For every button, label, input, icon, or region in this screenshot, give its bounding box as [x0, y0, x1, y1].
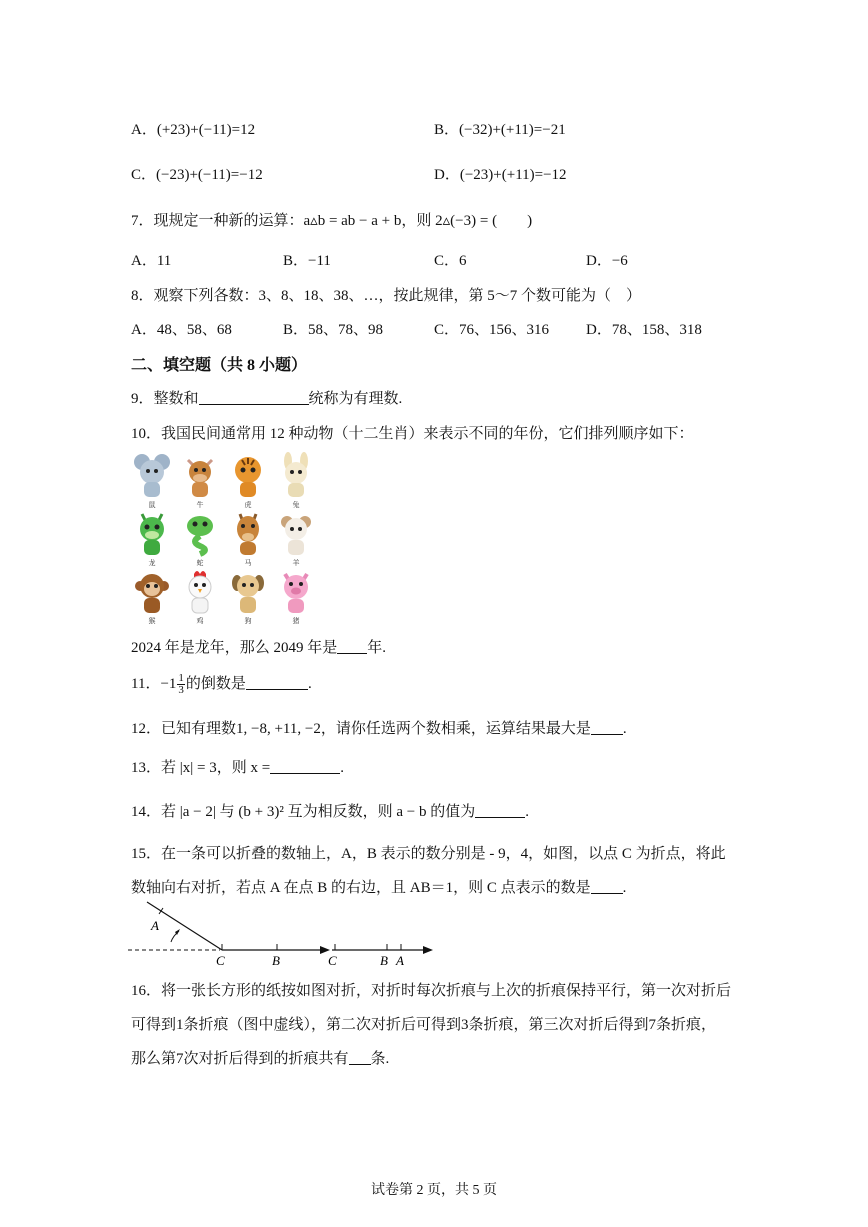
q11-frac-denominator: 3	[178, 684, 184, 697]
zodiac-tiger	[228, 452, 268, 508]
zodiac-label: 兔	[292, 501, 300, 509]
zodiac-label: 猴	[148, 617, 156, 625]
q11-number: 11．	[131, 676, 161, 692]
q10-tail-end: 年.	[367, 640, 387, 656]
q16-end: 条.	[370, 1051, 390, 1067]
q8-stem: 8．观察下列各数：3、8、18、38、…，按此规律，第 5～7 个数可能为（ ）	[131, 288, 642, 304]
q16-blank[interactable]	[349, 1050, 371, 1065]
zodiac-label: 猪	[292, 617, 300, 625]
q8-option-c: C．76、156、316	[434, 322, 550, 338]
zodiac-dragon	[132, 510, 172, 566]
zodiac-horse	[228, 510, 268, 566]
q6-option-c: C．(−23)+(−11)=−12	[131, 167, 263, 183]
q16-line3	[131, 1047, 389, 1068]
q10-stem: 10．我国民间通常用 12 种动物（十二生肖）来表示不同的年份，它们排列顺序如下：	[131, 426, 694, 442]
q8-option-b: B．58、78、98	[283, 322, 384, 338]
q13	[131, 756, 344, 777]
q14-end: .	[525, 804, 529, 820]
zodiac-rooster	[180, 568, 220, 624]
q7-option-a: A．11	[131, 253, 172, 269]
fig-label-a: A	[151, 918, 159, 933]
q9-text: 9．整数和	[131, 391, 199, 407]
q11-mixed-whole: −1	[160, 676, 177, 692]
q15-line2	[131, 876, 626, 897]
q12-blank[interactable]	[591, 720, 623, 735]
q16-text: 那么第7次对折后得到的折痕共有	[131, 1051, 349, 1067]
zodiac-label: 牛	[196, 501, 204, 509]
q15-end: .	[622, 880, 627, 896]
q15-blank[interactable]	[591, 879, 623, 894]
q12	[131, 717, 627, 738]
q7-stem: 7．现规定一种新的运算：a▵b = ab − a + b，则 2▵(−3) = ( )	[131, 213, 533, 229]
zodiac-label: 鸡	[196, 617, 204, 625]
q7-option-b: B．−11	[283, 253, 331, 269]
zodiac-label: 鼠	[148, 501, 156, 509]
zodiac-grid	[132, 452, 322, 624]
section-title: 二、填空题（共 8 小题）	[131, 357, 308, 374]
q11-text: 的倒数是	[185, 676, 246, 692]
q9	[131, 387, 402, 408]
q13-text: 13．若 |x| = 3，则 x =	[131, 760, 271, 776]
folding-number-line-figure	[125, 898, 435, 970]
zodiac-rabbit	[276, 452, 316, 508]
q6-option-d: D．(−23)+(+11)=−12	[434, 167, 567, 183]
zodiac-label: 羊	[292, 559, 300, 567]
q10-blank[interactable]	[337, 639, 367, 654]
q16-line2: 可得到1条折痕（图中虚线），第二次对折后可得到3条折痕，第三次对折后得到7条折痕，	[131, 1017, 717, 1033]
page-footer: 试卷第 2 页，共 5 页	[371, 1183, 497, 1198]
zodiac-goat	[276, 510, 316, 566]
zodiac-dog	[228, 568, 268, 624]
zodiac-snake	[180, 510, 220, 566]
q15-text: 数轴向右对折，若点 A 在点 B 的右边，且 AB＝1，则 C 点表示的数是	[131, 880, 591, 896]
q6-option-a: A．(+23)+(−11)=12	[131, 122, 256, 138]
zodiac-label: 龙	[148, 559, 156, 567]
q8-option-a: A．48、58、68	[131, 322, 232, 338]
zodiac-monkey	[132, 568, 172, 624]
fig-label-c: C	[216, 953, 225, 968]
q9-text-end: 统称为有理数.	[308, 391, 403, 407]
zodiac-pig	[276, 568, 316, 624]
q11-fraction	[177, 673, 185, 696]
q8-option-d: D．78、158、318	[586, 322, 702, 338]
q6-option-b: B．(−32)+(+11)=−21	[434, 122, 566, 138]
q16-line1: 16．将一张长方形的纸按如图对折，对折时每次折痕与上次的折痕保持平行，第一次对折后	[131, 983, 732, 999]
q7-option-c: C．6	[434, 253, 467, 269]
fig-label-b: B	[272, 953, 280, 968]
q14-blank[interactable]	[475, 803, 525, 818]
zodiac-label: 虎	[244, 501, 252, 509]
zodiac-label: 蛇	[196, 559, 204, 567]
q10-tail	[131, 636, 386, 657]
q11-end: .	[307, 676, 312, 692]
zodiac-label: 马	[244, 559, 252, 567]
zodiac-ox	[180, 452, 220, 508]
q12-text: 12．已知有理数1, −8, +11, −2，请你任选两个数相乘，运算结果最大是	[131, 721, 591, 737]
q14	[131, 800, 529, 821]
fig-label-c-folded: C	[328, 953, 337, 968]
q13-blank[interactable]	[270, 759, 340, 774]
q12-end: .	[622, 721, 627, 737]
q13-end: .	[340, 760, 344, 776]
q14-text: 14．若 |a − 2| 与 (b + 3)² 互为相反数，则 a − b 的值为	[131, 804, 476, 820]
q11-frac-numerator: 1	[178, 672, 184, 685]
q15-line1: 15．在一条可以折叠的数轴上，A，B 表示的数分别是 - 9，4，如图，以点 C 为折点，将此	[131, 846, 726, 862]
q9-blank[interactable]	[199, 390, 309, 405]
q7-option-d: D．−6	[586, 253, 628, 269]
q11-blank[interactable]	[246, 675, 308, 690]
q10-tail-text: 2024 年是龙年，那么 2049 年是	[131, 640, 338, 656]
fig-label-a-folded: A	[396, 953, 404, 968]
fig-label-b-folded: B	[380, 953, 388, 968]
q11	[131, 672, 312, 696]
zodiac-rat	[132, 452, 172, 508]
zodiac-label: 狗	[244, 617, 252, 625]
